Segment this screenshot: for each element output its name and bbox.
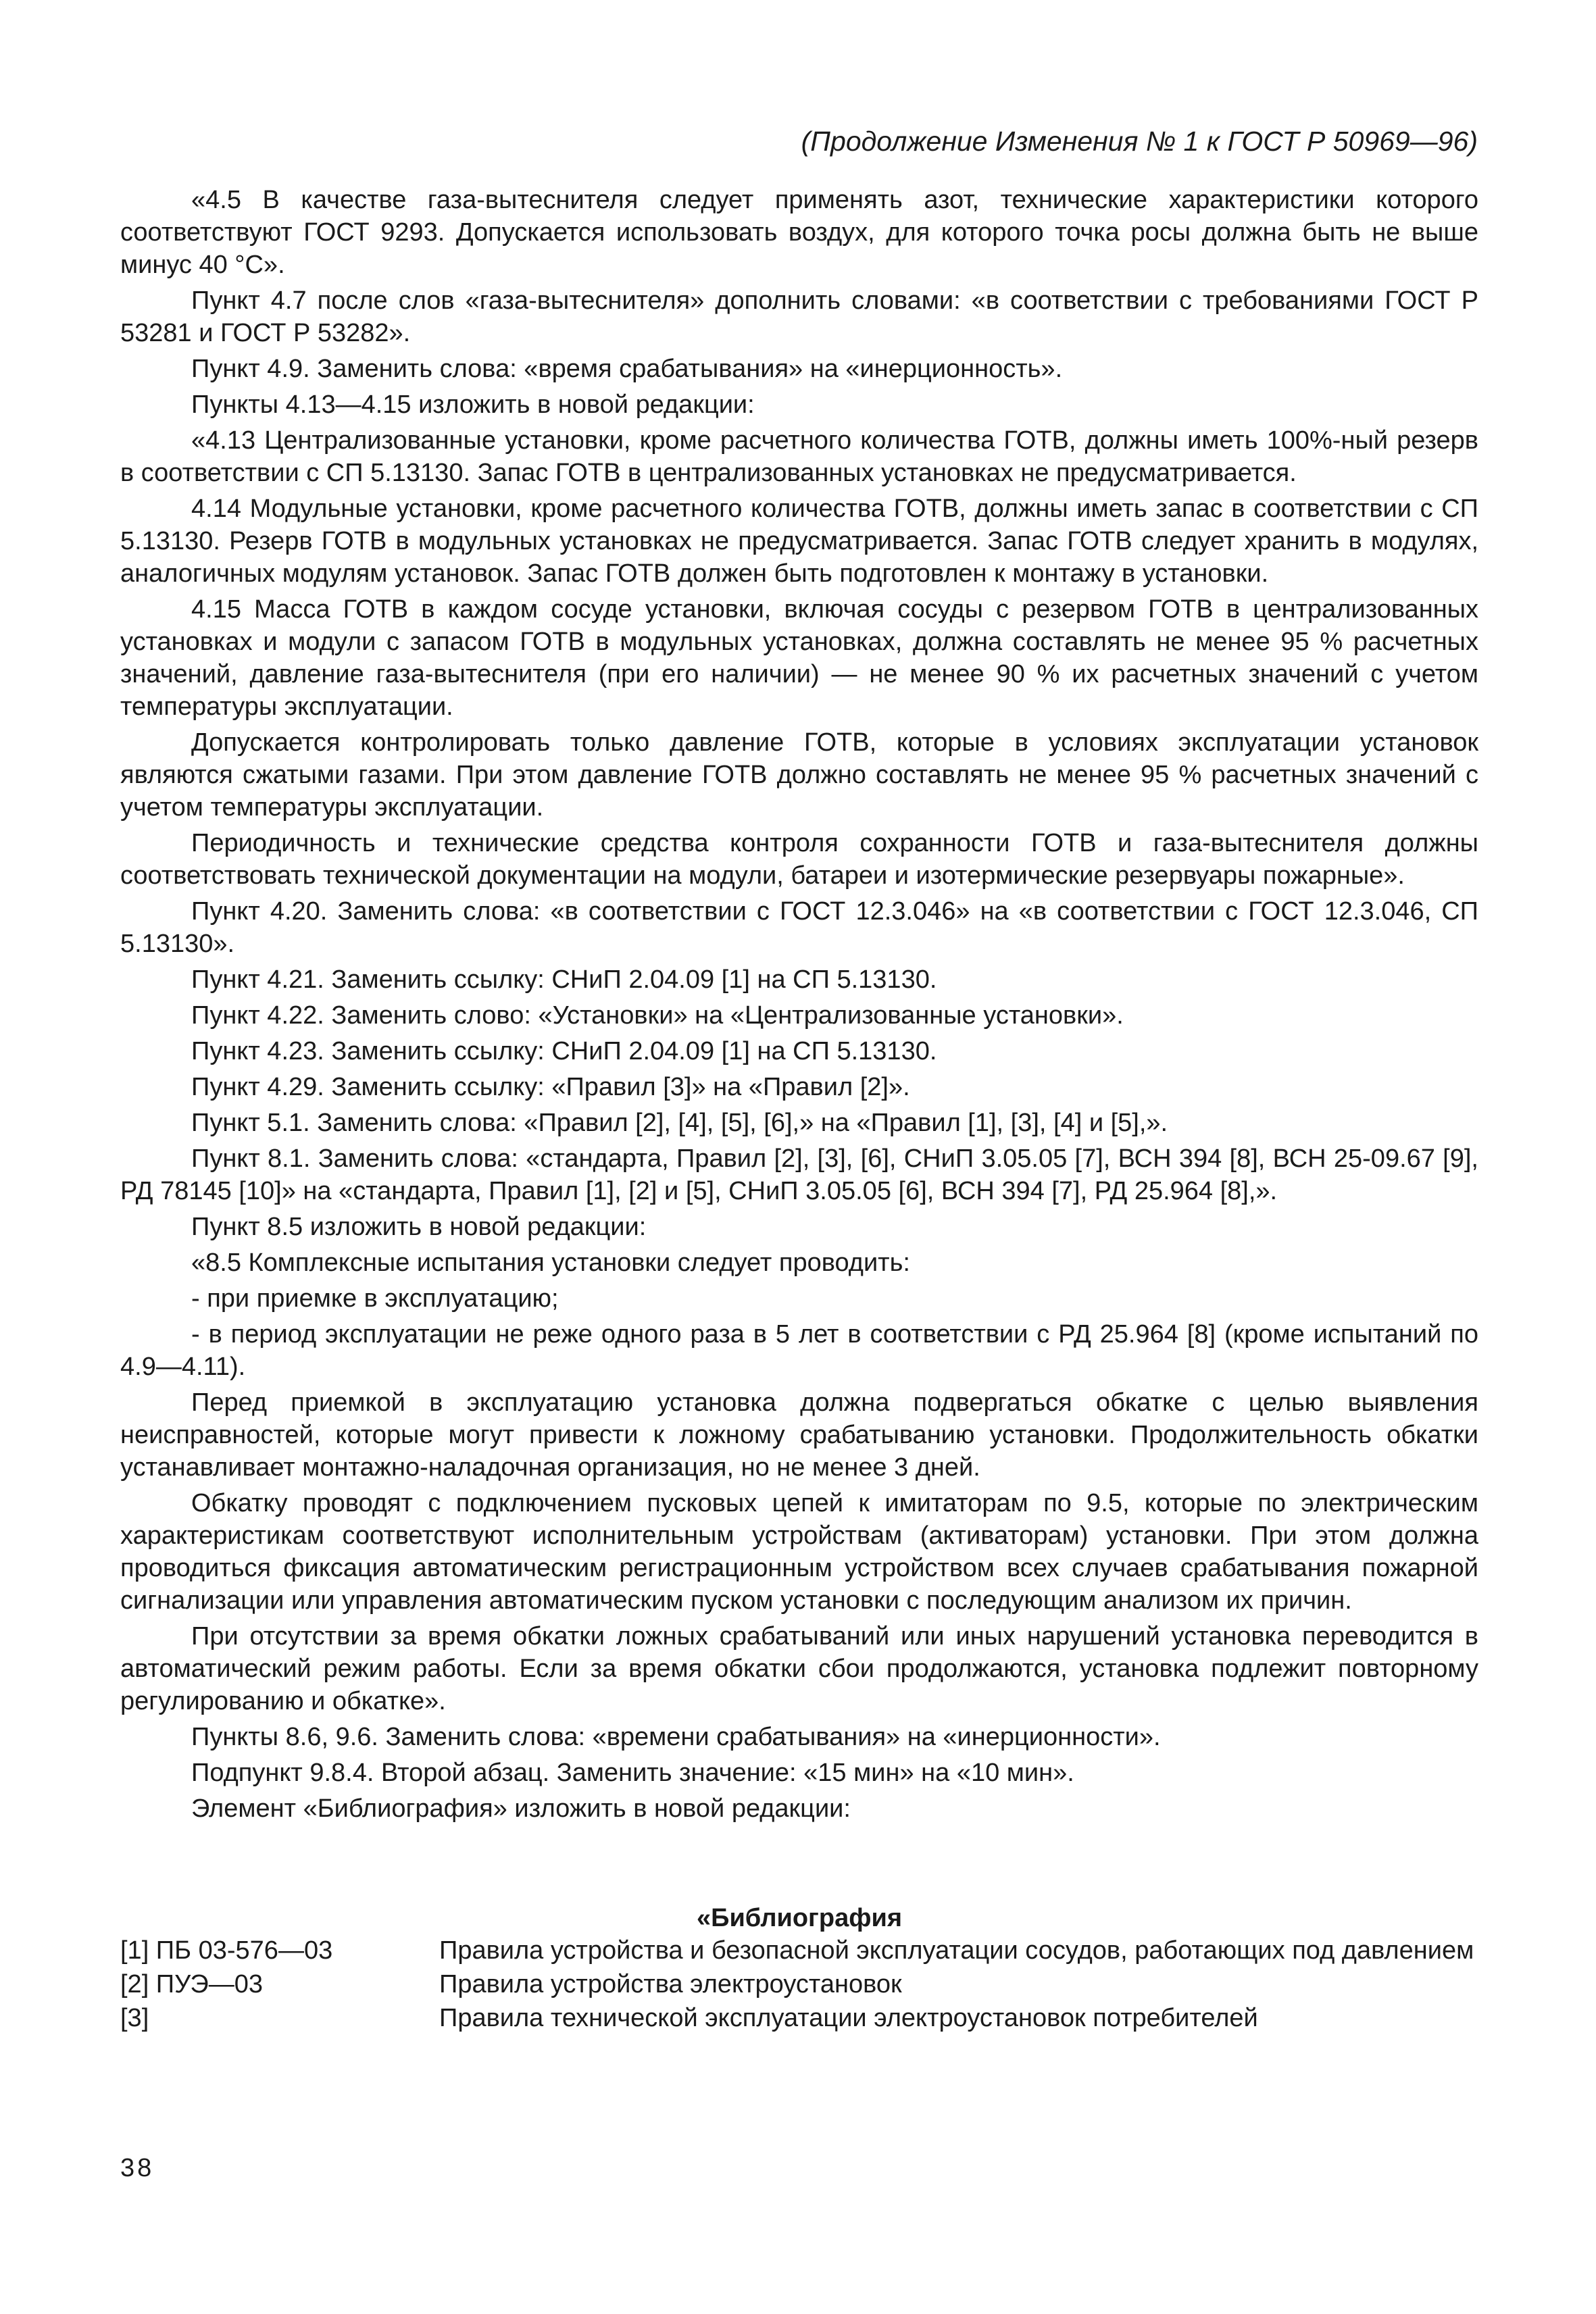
paragraph: Обкатку проводят с подключением пусковых цепей к имитаторам по 9.5, которые по электрическим характеристикам соответствуют исполнительным устройствам (активаторам) установки. При этом должна проводиться фиксация автоматическим регистрационным устройством всех случаев срабатывания пожарной сигнализации или управления автоматическим пуском установки с последующим анализом их причин. [120,1489,1478,1615]
paragraph: Пункты 8.6, 9.6. Заменить слова: «времени срабатывания» на «инерционности». [191,1723,1161,1751]
bibliography-entry [120,1934,1478,1967]
bibliography-text: Правила устройства и безопасной эксплуатации сосудов, работающих под давлением [439,1936,1474,1965]
paragraph: Пункт 4.21. Заменить ссылку: СНиП 2.04.09 [1] на СП 5.13130. [191,965,937,994]
bibliography-ref: [3] [120,2004,149,2032]
amendment-body [120,184,1478,1828]
paragraph: Элемент «Библиография» изложить в новой редакции: [191,1794,851,1823]
paragraph: При отсутствии за время обкатки ложных срабатываний или иных нарушений установка переводится в автоматический режим работы. Если за время обкатки сбои продолжаются, установка подлежит повторному регулированию и обкатке». [120,1622,1478,1715]
bibliography-entry [120,2002,1478,2034]
paragraph: Пункт 4.22. Заменить слово: «Установки» на «Централизованные установки». [191,1001,1124,1030]
bibliography-entry [120,1968,1478,2001]
bibliography-text: Правила технической эксплуатации электроустановок потребителей [439,2004,1258,2032]
paragraph: 4.14 Модульные установки, кроме расчетного количества ГОТВ, должны иметь запас в соответствии с СП 5.13130. Резерв ГОТВ в модульных установках не предусматривается. Запас ГОТВ следует хранить в модулях, аналогичных модулям установок. Запас ГОТВ должен быть подготовлен к монтажу в установки. [120,495,1478,588]
paragraph: Подпункт 9.8.4. Второй абзац. Заменить значение: «15 мин» на «10 мин». [191,1759,1074,1787]
page-number: 38 [120,2154,155,2182]
bibliography-text: Правила устройства электроустановок [439,1970,902,1998]
bibliography-list [120,1934,1478,2036]
paragraph: Допускается контролировать только давление ГОТВ, которые в условиях эксплуатации установок являются сжатыми газами. При этом давление ГОТВ должно составлять не менее 95 % расчетных значений с учетом температуры эксплуатации. [120,728,1478,822]
paragraph: «4.5 В качестве газа-вытеснителя следует применять азот, технические характеристики которого соответствуют ГОСТ 9293. Допускается использовать воздух, для которого точка росы должна быть не выше минус 40 °С». [120,186,1478,279]
bibliography-ref: [1] ПБ 03-576—03 [120,1936,333,1965]
bibliography-ref: [2] ПУЭ—03 [120,1970,264,1998]
paragraph: Пункт 4.20. Заменить слова: «в соответствии с ГОСТ 12.3.046» на «в соответствии с ГОСТ 12.3.046, СП 5.13130». [120,897,1478,958]
paragraph: «8.5 Комплексные испытания установки следует проводить: [191,1249,910,1277]
continuation-header: (Продолжение Изменения № 1 к ГОСТ Р 50969—96) [801,126,1478,157]
paragraph: Пункт 4.23. Заменить ссылку: СНиП 2.04.09 [1] на СП 5.13130. [191,1037,937,1065]
paragraph: - при приемке в эксплуатацию; [191,1284,559,1313]
paragraph: «4.13 Централизованные установки, кроме расчетного количества ГОТВ, должны иметь 100%-ный резерв в соответствии с СП 5.13130. Запас ГОТВ в централизованных установках не предусматривается. [120,426,1478,487]
paragraph: 4.15 Масса ГОТВ в каждом сосуде установки, включая сосуды с резервом ГОТВ в централизованных установках и модули с запасом ГОТВ в модульных установках, должна составлять не менее 95 % расчетных значений, давление газа-вытеснителя (при его наличии) — не менее 90 % их расчетных значений с учетом температуры эксплуатации. [120,595,1478,721]
paragraph: - в период эксплуатации не реже одного раза в 5 лет в соответствии с РД 25.964 [8] (кроме испытаний по 4.9—4.11). [120,1320,1478,1381]
paragraph: Пункт 5.1. Заменить слова: «Правил [2], [4], [5], [6],» на «Правил [1], [3], [4] и [5],». [191,1109,1168,1137]
bibliography-title: «Библиография [697,1904,902,1932]
paragraph: Пункт 4.9. Заменить слова: «время срабатывания» на «инерционность». [191,355,1063,383]
paragraph: Пункт 8.5 изложить в новой редакции: [191,1213,647,1241]
paragraph: Пункт 4.29. Заменить ссылку: «Правил [3]» на «Правил [2]». [191,1073,910,1101]
paragraph: Периодичность и технические средства контроля сохранности ГОТВ и газа-вытеснителя должны соответствовать технической документации на модули, батареи и изотермические резервуары пожарные». [120,829,1478,890]
paragraph: Пункт 8.1. Заменить слова: «стандарта, Правил [2], [3], [6], СНиП 3.05.05 [7], ВСН 394 [8], ВСН 25-09.67 [9], РД 78145 [10]» на «стандарта, Правил [1], [2] и [5], СНиП 3.05.05 [6], ВСН 394 [7], РД 25.964 [8],». [120,1145,1478,1205]
paragraph: Перед приемкой в эксплуатацию установка должна подвергаться обкатке с целью выявления неисправностей, которые могут привести к ложному срабатыванию установки. Продолжительность обкатки устанавливает монтажно-наладочная организация, но не менее 3 дней. [120,1388,1478,1482]
paragraph: Пункты 4.13—4.15 изложить в новой редакции: [191,391,755,419]
paragraph: Пункт 4.7 после слов «газа-вытеснителя» дополнить словами: «в соответствии с требованиями ГОСТ Р 53281 и ГОСТ Р 53282». [120,286,1478,347]
